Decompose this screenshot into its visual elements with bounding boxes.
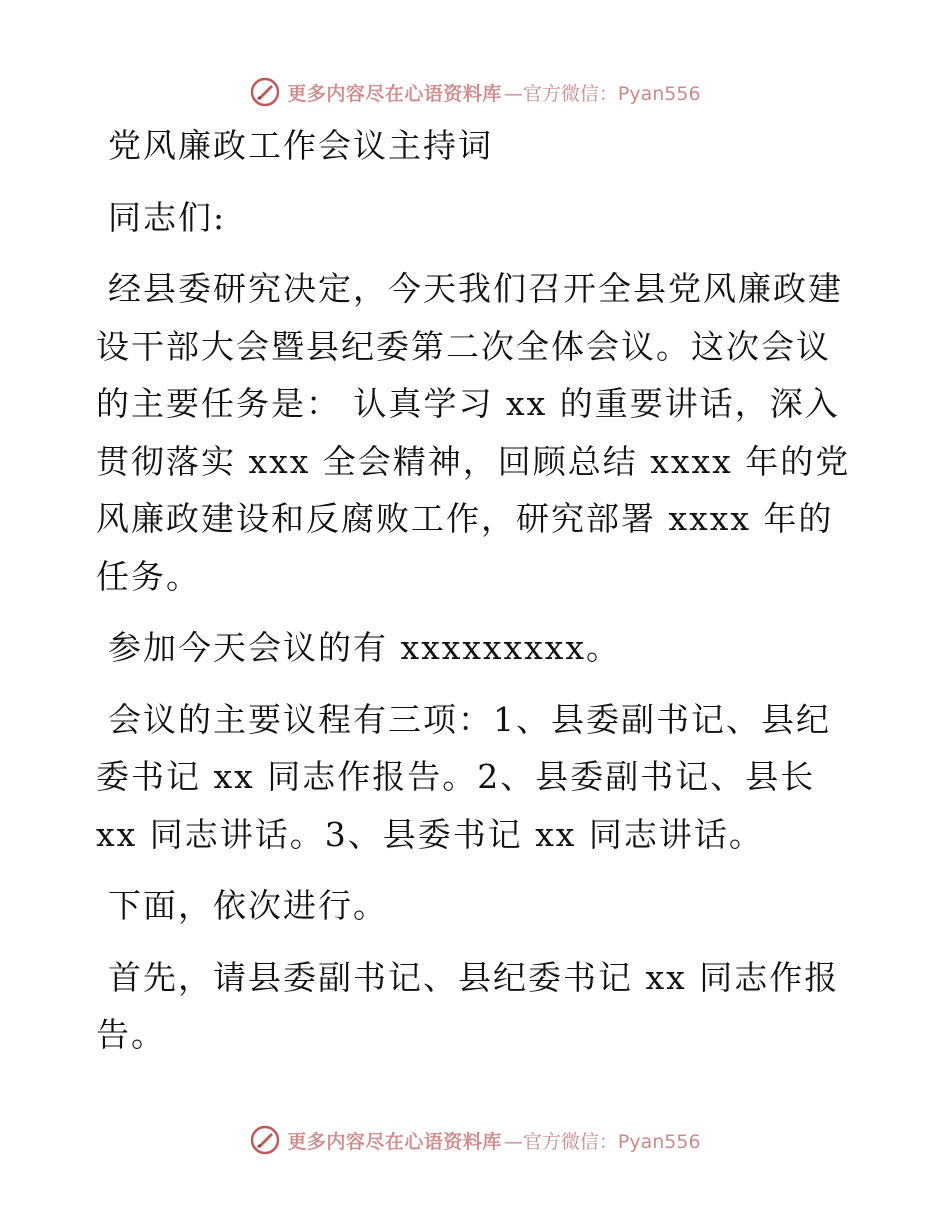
document-title: 党风廉政工作会议主持词 (108, 126, 493, 165)
watermark-sub-text: —官方微信：Pyan556 (503, 82, 701, 105)
paragraph-proceed: 下面，依次进行。 (108, 886, 388, 925)
watermark-main-text: 更多内容尽在心语资料库 (287, 82, 502, 105)
paragraph-agenda: 会议的主要议程有三项：1、县委副书记、县纪委书记 xx 同志作报告。2、县委副书记、县长 xx 同志讲话。3、县委书记 xx 同志讲话。 (96, 699, 831, 854)
quill-logo-icon (249, 76, 281, 108)
document-body (96, 117, 856, 1078)
paragraph-attendees: 参加今天会议的有 xxxxxxxxx。 (108, 628, 621, 667)
watermark-header (0, 72, 950, 112)
paragraph-first-item: 首先，请县委副书记、县纪委书记 xx 同志作报告。 (96, 957, 840, 1054)
paragraph-greeting: 同志们: (108, 197, 227, 237)
paragraph-intro: 经县委研究决定，今天我们召开全县党风廉政建设干部大会暨县纪委第二次全体会议。这次会议的主要任务是： 认真学习 xx 的重要讲话，深入贯彻落实 xxx 全会精神，回顾总结 xxxx 年的党风廉政建设和反腐败工作，研究部署 xxxx 年的任务。 (96, 269, 851, 596)
watermark-sub-text: —官方微信：Pyan556 (503, 1130, 701, 1153)
quill-logo-icon (249, 1124, 281, 1156)
watermark-main-text: 更多内容尽在心语资料库 (287, 1130, 502, 1153)
watermark-footer (0, 1120, 950, 1160)
